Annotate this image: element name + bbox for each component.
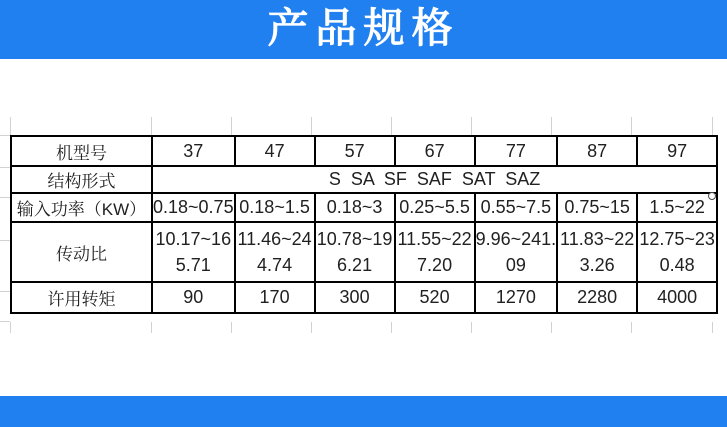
ratio-line2: 0.48 [659,255,695,275]
ratio-line2: 3.26 [579,255,615,275]
gridline [471,322,472,333]
gridline [231,322,232,333]
gridline [0,291,10,292]
gridline [10,117,11,136]
selection-fill-handle[interactable] [708,192,716,200]
cell-power[interactable]: 0.18~0.75 [152,193,235,222]
ratio-line2: 6.21 [337,255,373,275]
gridline [551,117,552,136]
gridline [0,167,10,168]
cell-model[interactable]: 47 [235,136,315,166]
gridline [311,322,312,333]
gridline [391,117,392,136]
ratio-line1: 12.75~23 [639,229,715,249]
ratio-line1: 9.96~241. [475,229,557,249]
gridline [471,117,472,136]
page-title: 产品规格 [267,4,460,52]
cell-torque[interactable]: 4000 [637,282,717,313]
gridline [631,322,632,333]
ratio-line1: 11.55~22 [397,229,472,249]
cell-power[interactable]: 0.25~5.5 [395,193,475,222]
cell-ratio[interactable] [235,222,315,282]
gridline [0,197,10,198]
cell-structure-merged[interactable]: S SA SF SAF SAT SAZ [152,166,717,193]
table-row-model [11,136,717,166]
ratio-line1: 10.78~19 [316,229,393,249]
cell-ratio[interactable] [152,222,235,282]
cell-power[interactable]: 1.5~22 [637,193,717,222]
table-row-power [11,193,717,222]
row-label-model[interactable]: 机型号 [11,136,152,166]
cell-torque[interactable]: 170 [235,282,315,313]
cell-torque[interactable]: 2280 [557,282,637,313]
spec-table [10,135,718,314]
cell-model[interactable]: 67 [395,136,475,166]
row-label-power[interactable]: 输入功率（KW） [11,193,152,222]
gridline [151,322,152,333]
gridline [151,117,152,136]
gridline [712,117,713,136]
gridline [311,117,312,136]
ratio-line2: 7.20 [417,255,453,275]
gridline [712,322,713,333]
title-banner [0,0,727,59]
cell-model[interactable]: 57 [315,136,395,166]
cell-torque[interactable]: 520 [395,282,475,313]
table-row-torque [11,282,717,313]
cell-torque[interactable]: 90 [152,282,235,313]
cell-model[interactable]: 87 [557,136,637,166]
gridline [10,322,11,333]
table-row-structure [11,166,717,193]
ratio-line2: 09 [505,255,526,275]
gridline [391,322,392,333]
cell-model[interactable]: 97 [637,136,717,166]
cell-model[interactable]: 37 [152,136,235,166]
cell-torque[interactable]: 300 [315,282,395,313]
ratio-line2: 4.74 [257,255,293,275]
cell-power[interactable]: 0.18~3 [315,193,395,222]
gridline [0,135,10,136]
cell-power[interactable]: 0.18~1.5 [235,193,315,222]
table-row-ratio [11,222,717,282]
cell-ratio[interactable] [395,222,475,282]
ratio-line1: 10.17~16 [155,229,232,249]
gridline [0,321,10,322]
cell-power[interactable]: 0.55~7.5 [475,193,558,222]
gridline [551,322,552,333]
cell-ratio[interactable] [637,222,717,282]
cell-ratio[interactable] [557,222,637,282]
row-label-ratio[interactable]: 传动比 [11,222,152,282]
ratio-line2: 5.71 [175,255,211,275]
cell-torque[interactable]: 1270 [475,282,558,313]
row-label-torque[interactable]: 许用转矩 [11,282,152,313]
cell-power[interactable]: 0.75~15 [557,193,637,222]
bottom-banner [0,396,727,427]
gridline [231,117,232,136]
ratio-line1: 11.46~24 [237,229,312,249]
cell-model[interactable]: 77 [475,136,558,166]
row-label-structure[interactable]: 结构形式 [11,166,152,193]
gridline [631,117,632,136]
ratio-line1: 11.83~22 [560,229,635,249]
cell-ratio[interactable] [475,222,558,282]
cell-ratio[interactable] [315,222,395,282]
gridline [0,240,10,241]
